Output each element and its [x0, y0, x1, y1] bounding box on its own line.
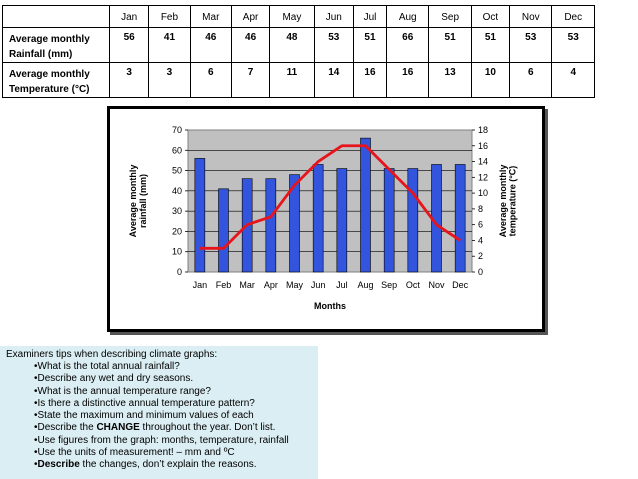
table-cell: 16 [387, 63, 429, 98]
right-tick-label: 10 [478, 188, 489, 199]
month-tick-label: Apr [263, 280, 278, 290]
table-cell: 66 [387, 28, 429, 63]
rainfall-bar [195, 158, 205, 272]
month-header-may: May [270, 6, 314, 28]
tips-title: Examiners tips when describing climate graphs: [6, 349, 218, 360]
x-axis-title: Months [314, 301, 346, 311]
rainfall-bar [455, 164, 465, 272]
right-tick-label: 6 [478, 219, 484, 230]
tip-item [34, 373, 289, 385]
month-header-dec: Dec [552, 6, 595, 28]
row-label [3, 28, 110, 63]
table-cell: 10 [471, 63, 509, 98]
table-cell: 11 [270, 63, 314, 98]
month-header-jun: Jun [314, 6, 353, 28]
left-tick-label: 10 [171, 246, 182, 257]
table-cell: 53 [314, 28, 353, 63]
tip-text: Is there a distinctive annual temperature pattern? [37, 397, 255, 409]
left-axis-title-line1: Average monthly [128, 164, 139, 238]
left-tick-label: 0 [176, 267, 182, 277]
climate-data-table [2, 5, 595, 98]
tip-item [34, 398, 289, 410]
left-tick-label: 50 [171, 165, 182, 176]
right-tick-label: 16 [478, 140, 489, 151]
table-row [3, 63, 595, 98]
table-cell: 16 [353, 63, 386, 98]
table-cell: 6 [510, 63, 552, 98]
tip-text: State the maximum and minimum values of each [37, 410, 254, 422]
table-row [3, 28, 595, 63]
left-axis-title [128, 165, 148, 238]
month-header-aug: Aug [387, 6, 429, 28]
table-cell: 41 [149, 28, 190, 63]
table-cell: 51 [353, 28, 386, 63]
row-label-line1: Average monthly [9, 69, 90, 80]
month-header-mar: Mar [190, 6, 231, 28]
tips-list [34, 361, 289, 472]
month-tick-label: Aug [357, 280, 374, 290]
climate-chart-svg [110, 109, 542, 329]
table-cell: 56 [110, 28, 149, 63]
right-tick-label: 4 [478, 235, 484, 246]
table-cell: 46 [231, 28, 269, 63]
table-cell: 13 [429, 63, 471, 98]
left-tick-label: 60 [171, 145, 182, 156]
table-cell: 48 [270, 28, 314, 63]
row-label [3, 63, 110, 98]
table-cell: 3 [110, 63, 149, 98]
left-axis-title-line2: rainfall (mm) [138, 173, 149, 229]
tip-item [34, 410, 289, 422]
month-header-jan: Jan [110, 6, 149, 28]
right-axis-title-line2: temperature (°C) [507, 165, 518, 237]
table-cell: 7 [231, 63, 269, 98]
month-tick-label: Jun [310, 280, 326, 290]
table-cell: 4 [552, 63, 595, 98]
tip-text: throughout the year. Don’t list. [139, 422, 276, 434]
tip-text: the changes, don’t explain the reasons. [79, 459, 257, 471]
rainfall-bar [361, 138, 371, 272]
right-tick-label: 18 [478, 125, 489, 135]
tip-item [34, 459, 289, 471]
row-label-line2: Temperature (°C) [9, 84, 90, 95]
right-axis-title-line1: Average monthly [497, 164, 508, 238]
left-tick-label: 30 [171, 206, 182, 217]
month-tick-label: Dec [452, 280, 469, 290]
tip-bold: Describe [37, 459, 80, 471]
month-header-apr: Apr [231, 6, 269, 28]
month-tick-label: Jul [336, 280, 348, 290]
month-header-sep: Sep [429, 6, 471, 28]
month-tick-label: Feb [215, 280, 232, 290]
rainfall-bar [384, 169, 394, 272]
tip-item [34, 435, 289, 447]
examiner-tips-box [0, 346, 318, 479]
month-tick-label: Mar [239, 280, 255, 290]
climate-chart [107, 106, 545, 332]
right-tick-label: 0 [478, 267, 484, 277]
tip-text: Use figures from the graph: months, temperature, rainfall [37, 434, 289, 446]
month-tick-label: Sep [381, 280, 398, 290]
tip-text: What is the total annual rainfall? [37, 361, 180, 372]
row-label-line1: Average monthly [9, 34, 90, 45]
left-tick-label: 40 [171, 185, 182, 196]
tip-item [34, 447, 289, 459]
tip-text: Use the units of measurement! – mm and ºC [37, 447, 235, 459]
table-cell: 51 [429, 28, 471, 63]
month-header-nov: Nov [510, 6, 552, 28]
table-cell: 53 [510, 28, 552, 63]
right-axis-title [498, 165, 518, 238]
table-cell: 51 [471, 28, 509, 63]
month-tick-label: Oct [405, 280, 420, 290]
row-label-line2: Rainfall (mm) [9, 49, 73, 60]
tip-text: What is the annual temperature range? [37, 385, 211, 397]
table-cell: 14 [314, 63, 353, 98]
table-cell: 46 [190, 28, 231, 63]
rainfall-bar [408, 169, 418, 272]
table-cell: 53 [552, 28, 595, 63]
rainfall-bar [337, 169, 347, 272]
right-tick-label: 2 [478, 251, 484, 262]
month-tick-label: Jan [192, 280, 208, 290]
right-tick-label: 8 [478, 203, 484, 214]
left-tick-label: 70 [171, 125, 182, 135]
month-tick-label: Nov [428, 280, 445, 290]
tip-item [34, 422, 289, 434]
tip-text: Describe the [37, 422, 97, 434]
month-header-feb: Feb [149, 6, 190, 28]
rainfall-bar [266, 179, 276, 272]
tip-bold: CHANGE [96, 422, 140, 434]
left-tick-label: 20 [171, 226, 182, 237]
tip-item [34, 361, 289, 373]
table-corner-cell [3, 6, 110, 28]
rainfall-bar [313, 164, 323, 272]
right-tick-label: 12 [478, 172, 489, 183]
right-tick-label: 14 [478, 156, 489, 167]
tip-text: Describe any wet and dry seasons. [37, 373, 194, 385]
rainfall-bar [219, 189, 229, 272]
month-tick-label: May [285, 280, 304, 290]
table-cell: 3 [149, 63, 190, 98]
month-header-oct: Oct [471, 6, 509, 28]
plot-area [188, 130, 472, 272]
table-cell: 6 [190, 63, 231, 98]
month-header-jul: Jul [353, 6, 386, 28]
tip-item [34, 386, 289, 398]
